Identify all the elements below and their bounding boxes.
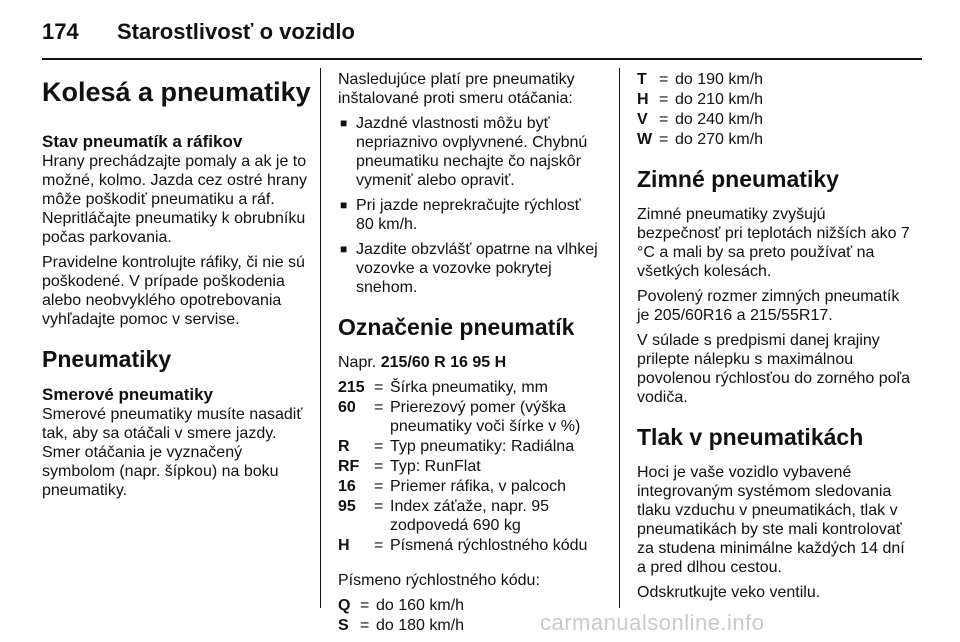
page-number: 174: [42, 19, 79, 44]
list-item: ■ Jazdite obzvlášť opatrne na vlhkej vozovke a vozovke pokrytej snehom.: [340, 241, 598, 296]
page-header: [0, 0, 960, 60]
section-heading: Označenie pneumatík: [338, 314, 575, 340]
bullet-list: [338, 114, 602, 297]
subsection-heading: Smerové pneumatiky: [42, 385, 214, 404]
paragraph: Hrany prechádzajte pomaly a ak je to možné, kolmo. Jazda cez ostré hrany môže poškodiť pneumatiku a ráf. Nepritláčajte pneumatiky k obrubníku počas parkovania.: [42, 153, 308, 246]
paragraph: Povolený rozmer zimných pneumatík je 205/60R16 a 215/55R17.: [637, 288, 900, 324]
code-list: 215 = Šírka pneumatiky, mm 60 = Prierezový pomer (výška pneumatiky voči šírke v %) R = Typ pneumatiky: Radiálna RF = Typ: RunFlat 16 = Priemer ráfika, v palcoch 95 = Index záťaže, napr. 95 zodpovedá 690 kg H = Písmená rýchlostného kódu: [338, 379, 588, 554]
list-item: ■ Jazdné vlastnosti môžu byť nepriaznivo ovplyvnené. Chybnú pneumatiku nechajte čo najskôr vymeniť alebo opraviť.: [340, 115, 588, 189]
paragraph: Pravidelne kontrolujte ráfiky, či nie sú poškodené. V prípade poškodenia alebo neobvyklého opotrebovania vyhľadajte pomoc v servise.: [42, 254, 305, 328]
column-2: [338, 70, 602, 635]
paragraph: V súlade s predpismi danej krajiny prilepte nálepku s maximálnou povolenou rýchlosťou do zorného poľa vodiča.: [637, 332, 911, 406]
header-rule: [42, 58, 922, 60]
column-1: [42, 70, 314, 506]
paragraph: Hoci je vaše vozidlo vybavené integrovaným systémom sledovania tlaku vzduchu v pneumatikách, tlak v pneumatikách by ste mali kontrolovať za studena minimálne každých 14 dní a pred dlhou cestou.: [637, 464, 905, 576]
paragraph: Zimné pneumatiky zvyšujú bezpečnosť pri teplotách nižších ako 7 °C a mali by sa preto používať na všetkých kolesách.: [637, 206, 910, 280]
section-heading: Stav pneumatík a ráfikov: [42, 132, 243, 151]
column-divider: [619, 68, 620, 608]
paragraph: Smerové pneumatiky musíte nasadiť tak, aby sa otáčali v smere jazdy. Smer otáčania je vyznačený symbolom (napr. šípkou) na boku pneumatiky.: [42, 406, 303, 499]
paragraph: Písmeno rýchlostného kódu:: [338, 572, 540, 589]
bullet-icon: ■: [340, 242, 348, 256]
bullet-icon: ■: [340, 198, 348, 212]
speed-list: Q = do 160 km/h S = do 180 km/h: [338, 597, 465, 634]
section-heading: Pneumatiky: [42, 346, 172, 372]
column-divider: [320, 68, 321, 608]
column-3: [637, 70, 912, 608]
speed-list: T = do 190 km/h H = do 210 km/h V = do 240 km/h W = do 270 km/h: [637, 71, 764, 148]
paragraph: Nasledujúce platí pre pneumatiky inštalované proti smeru otáčania:: [338, 71, 575, 107]
example-line: Napr. 215/60 R 16 95 H: [338, 354, 507, 371]
paragraph: Odskrutkujte veko ventilu.: [637, 584, 821, 601]
list-item: ■ Pri jazde neprekračujte rýchlosť 80 km/h.: [340, 197, 581, 233]
section-heading: Tlak v pneumatikách: [637, 424, 864, 450]
section-heading: Zimné pneumatiky: [637, 166, 839, 192]
bullet-icon: ■: [340, 116, 348, 130]
running-title: Starostlivosť o vozidlo: [117, 19, 355, 44]
page-title: Kolesá a pneumatiky: [42, 77, 311, 107]
watermark: carmanualsonline.info: [540, 610, 765, 635]
